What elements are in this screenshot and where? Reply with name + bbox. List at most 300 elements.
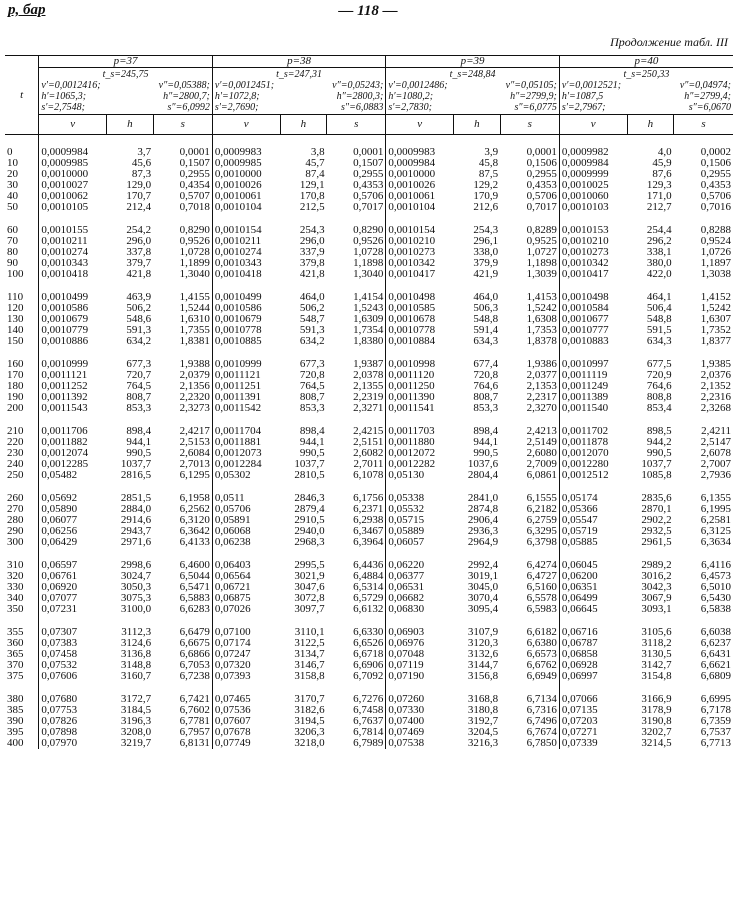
h-cell: 379,8 <box>299 257 325 269</box>
h-cell: 808,7 <box>473 391 499 403</box>
h-cell: 506,3 <box>473 302 499 314</box>
v-cell: 0,0011119 <box>559 370 627 381</box>
v-cell: 0,06645 <box>559 604 627 615</box>
temperature-cell: 170 <box>7 369 24 381</box>
saturation-temp: t_s=245,75 <box>102 69 149 80</box>
v-cell: 0,07607 <box>212 716 280 727</box>
temperature-cell: 250 <box>7 469 24 481</box>
h-cell: 2989,2 <box>641 559 672 571</box>
temperature-cell: 40 <box>7 190 18 202</box>
v-cell: 0,05719 <box>559 526 627 537</box>
s-cell: 0,9526 <box>353 235 384 247</box>
col-s-header: s <box>674 115 733 135</box>
h-cell: 3107,9 <box>467 626 499 638</box>
v-cell: 0,07260 <box>386 694 454 705</box>
h-cell: 548,6 <box>126 313 152 325</box>
s-cell: 2,0377 <box>526 369 557 381</box>
v-cell: 0,06564 <box>212 571 280 582</box>
h-cell: 3154,8 <box>641 670 672 682</box>
s-cell: 2,2320 <box>179 391 210 403</box>
s-cell: 0,4353 <box>526 179 557 191</box>
temperature-cell: 70 <box>7 235 18 247</box>
v-cell: 0,07678 <box>212 727 280 738</box>
v-cell: 0,06531 <box>386 582 454 593</box>
s-cell: 6,5314 <box>353 581 384 593</box>
s-cell: 2,6080 <box>526 447 557 459</box>
h-cell: 2914,6 <box>120 514 152 526</box>
h-cell: 990,5 <box>299 447 325 459</box>
v-cell: 0,0011706 <box>39 426 107 437</box>
temperature-cell: 240 <box>7 458 24 470</box>
s-cell: 1,1898 <box>526 257 557 269</box>
h-cell: 170,8 <box>299 190 325 202</box>
s-cell: 6,7178 <box>700 704 731 716</box>
v-cell: 0,0010105 <box>39 202 107 213</box>
temperature-cell: 230 <box>7 447 24 459</box>
h-cell: 3214,5 <box>641 737 672 749</box>
h-cell: 2968,3 <box>294 536 325 548</box>
s-cell: 6,7496 <box>526 715 557 727</box>
s-cell: 6,7850 <box>526 737 557 749</box>
s-cell: 6,6132 <box>353 603 384 615</box>
h-cell: 634,3 <box>646 335 672 347</box>
v-cell: 0,0010210 <box>559 236 627 247</box>
h-cell: 3,7 <box>137 146 152 158</box>
h-cell: 3168,8 <box>467 693 499 705</box>
v-cell: 0,07119 <box>386 660 454 671</box>
v-cell: 0,0010679 <box>39 314 107 325</box>
h-cell: 212,5 <box>299 201 325 213</box>
s-cell: 6,7989 <box>353 737 384 749</box>
temperature-cell: 390 <box>7 715 24 727</box>
h-cell: 3218,0 <box>294 737 325 749</box>
s-cell: 1,9386 <box>526 358 557 370</box>
s-cell: 2,7013 <box>179 458 210 470</box>
v-cell: 0,0010499 <box>212 292 280 303</box>
s-cell: 6,3120 <box>179 514 210 526</box>
h-cell: 3204,5 <box>467 726 499 738</box>
s-cell: 6,3295 <box>526 525 557 537</box>
h-cell: 3148,8 <box>120 659 152 671</box>
v-cell: 0,0011121 <box>212 370 280 381</box>
s-cell: 2,1352 <box>700 380 731 392</box>
s-cell: 6,3798 <box>526 536 557 548</box>
v-cell: 0,06200 <box>559 571 627 582</box>
s-cell: 2,7936 <box>700 469 731 481</box>
s-cell: 2,4213 <box>526 425 557 437</box>
s-cell: 6,7421 <box>179 693 210 705</box>
h-cell: 2998,6 <box>120 559 152 571</box>
v-cell: 0,06761 <box>39 571 107 582</box>
s-cell: 6,3642 <box>179 525 210 537</box>
s-cell: 0,5706 <box>700 190 731 202</box>
temperature-cell: 380 <box>7 693 24 705</box>
v-cell: 0,07231 <box>39 604 107 615</box>
h-cell: 1037,7 <box>294 458 325 470</box>
h-cell: 212,6 <box>473 201 499 213</box>
col-h-header: h <box>107 115 154 135</box>
s-cell: 6,5044 <box>179 570 210 582</box>
h-cell: 45,8 <box>478 157 499 169</box>
temperature-cell: 200 <box>7 402 24 414</box>
saturation-temp: t_s=247,31 <box>276 69 323 80</box>
v-cell: 0,07606 <box>39 671 107 682</box>
s-cell: 1,6307 <box>700 313 731 325</box>
v-cell: 0,0010585 <box>386 303 454 314</box>
s-cell: 0,7017 <box>353 201 384 213</box>
h-cell: 3016,2 <box>641 570 672 582</box>
s-cell: 2,1355 <box>353 380 384 392</box>
s-cell: 6,6718 <box>353 648 384 660</box>
saturation-block-40: t_s=250,33 v′=0,0012521; v″=0,04974; h′=1087,5 h″=2799,4; s′=2,7967; s″=6,0670 <box>559 68 733 115</box>
h-cell: 3132,6 <box>467 648 499 660</box>
s-cell: 2,5147 <box>700 436 731 448</box>
h-cell: 3170,7 <box>294 693 325 705</box>
v-cell: 0,06429 <box>39 537 107 548</box>
s-cell: 6,6866 <box>179 648 210 660</box>
v-cell: 0,06220 <box>386 560 454 571</box>
h-cell: 3184,5 <box>120 704 152 716</box>
temperature-cell: 340 <box>7 592 24 604</box>
v-cell: 0,07532 <box>39 660 107 671</box>
s-cell: 0,9525 <box>526 235 557 247</box>
h-cell: 45,7 <box>305 157 325 169</box>
s-cell: 6,7781 <box>179 715 210 727</box>
v-cell: 0,06721 <box>212 582 280 593</box>
v-cell: 0,07458 <box>39 649 107 660</box>
h-cell: 337,9 <box>299 246 325 258</box>
temperature-cell: 270 <box>7 503 24 515</box>
s-cell: 6,4436 <box>353 559 384 571</box>
h-cell: 3,8 <box>310 146 325 158</box>
temperature-cell: 180 <box>7 380 24 392</box>
s-cell: 0,1507 <box>353 157 384 169</box>
s-cell: 6,4727 <box>526 570 557 582</box>
v-cell: 0,0010060 <box>559 191 627 202</box>
pressure-header-38: p=38 <box>212 56 386 68</box>
h-cell: 379,9 <box>473 257 499 269</box>
s-cell: 2,5151 <box>353 436 384 448</box>
s-cell: 6,6526 <box>353 637 384 649</box>
h-cell: 677,3 <box>299 358 325 370</box>
v-cell: 0,0010778 <box>212 325 280 336</box>
v-cell: 0,05532 <box>386 504 454 515</box>
h-cell: 1037,7 <box>120 458 152 470</box>
h-cell: 808,7 <box>299 391 325 403</box>
table-continuation-label: Продолжение табл. III <box>610 35 728 49</box>
h-cell: 898,5 <box>646 425 672 437</box>
h-cell: 853,3 <box>126 402 152 414</box>
v-cell: 0,0010211 <box>212 236 280 247</box>
v-cell: 0,07330 <box>386 705 454 716</box>
temperature-cell: 110 <box>7 291 24 303</box>
col-s-header: s <box>500 115 559 135</box>
table-row <box>5 604 733 615</box>
s-cell: 6,3125 <box>700 525 731 537</box>
v-cell: 0,0010027 <box>39 180 107 191</box>
v-cell: 0,0011389 <box>559 392 627 403</box>
s-cell: 1,8378 <box>526 335 557 347</box>
v-cell: 0,0011391 <box>212 392 280 403</box>
s-cell: 1,3040 <box>179 268 210 280</box>
s-cell: 1,5242 <box>700 302 731 314</box>
h-cell: 3105,6 <box>641 626 672 638</box>
s-cell: 1,0728 <box>179 246 210 258</box>
s-cell: 6,2581 <box>700 514 731 526</box>
table-row <box>5 671 733 682</box>
h-cell: 3021,9 <box>294 570 325 582</box>
temperature-cell: 280 <box>7 514 24 526</box>
h-cell: 296,2 <box>646 235 672 247</box>
temperature-cell: 210 <box>7 425 24 437</box>
s-cell: 6,5160 <box>526 581 557 593</box>
s-cell: 2,4215 <box>353 425 384 437</box>
s-cell: 6,7537 <box>700 726 731 738</box>
v-cell: 0,0010498 <box>386 292 454 303</box>
v-cell: 0,0012074 <box>39 448 107 459</box>
s-cell: 6,6479 <box>179 626 210 638</box>
s-cell: 6,5838 <box>700 603 731 615</box>
v-cell: 0,0010153 <box>559 225 627 236</box>
s-cell: 6,5430 <box>700 592 731 604</box>
temperature-cell: 260 <box>7 492 24 504</box>
h-cell: 720,9 <box>646 369 672 381</box>
v-cell: 0,0010498 <box>559 292 627 303</box>
s-cell: 6,2182 <box>526 503 557 515</box>
s-cell: 6,6237 <box>700 637 731 649</box>
v-cell: 0,0010000 <box>386 169 454 180</box>
table-row <box>5 269 733 280</box>
s-cell: 2,2317 <box>526 391 557 403</box>
v-cell: 0,0011881 <box>212 437 280 448</box>
h-cell: 3122,5 <box>294 637 325 649</box>
temperature-cell: 90 <box>7 257 18 269</box>
h-cell: 3160,7 <box>120 670 152 682</box>
v-cell: 0,0012073 <box>212 448 280 459</box>
s-cell: 2,5149 <box>526 436 557 448</box>
s-cell: 0,1506 <box>526 157 557 169</box>
v-cell: 0,0010343 <box>39 258 107 269</box>
v-cell: 0,06716 <box>559 627 627 638</box>
saturation-block-38: t_s=247,31 v′=0,0012451; v″=0,05243; h′=1072,8; h″=2800,3; s′=2,7690; s″=6,0883 <box>212 68 386 115</box>
table-row <box>5 470 733 481</box>
v-cell: 0,06920 <box>39 582 107 593</box>
v-cell: 0,0012072 <box>386 448 454 459</box>
temperature-cell: 365 <box>7 648 24 660</box>
h-cell: 380,0 <box>646 257 672 269</box>
h-cell: 3194,5 <box>294 715 325 727</box>
s-cell: 6,2562 <box>179 503 210 515</box>
h-cell: 3075,3 <box>120 592 152 604</box>
h-cell: 45,6 <box>131 157 152 169</box>
h-cell: 3166,9 <box>641 693 672 705</box>
s-cell: 2,1353 <box>526 380 557 392</box>
h-cell: 506,2 <box>299 302 325 314</box>
h-cell: 506,2 <box>126 302 152 314</box>
temperature-cell: 60 <box>7 224 18 236</box>
s-cell: 6,4573 <box>700 570 731 582</box>
v-cell: 0,07135 <box>559 705 627 716</box>
h-cell: 464,0 <box>473 291 499 303</box>
v-cell: 0,0011250 <box>386 381 454 392</box>
h-cell: 296,0 <box>126 235 152 247</box>
v-cell: 0,0011540 <box>559 403 627 414</box>
saturation-block-39: t_s=248,84 v′=0,0012486; v″=0,05105; h′=1080,2; h″=2799,9; s′=2,7830; s″=6,0775 <box>386 68 560 115</box>
s-cell: 2,0376 <box>700 369 731 381</box>
temperature-cell: 120 <box>7 302 24 314</box>
h-cell: 3100,0 <box>120 603 152 615</box>
s-cell: 2,2319 <box>353 391 384 403</box>
s-cell: 1,3039 <box>526 268 557 280</box>
col-v-header: v <box>39 115 107 135</box>
v-cell: 0,0010499 <box>39 292 107 303</box>
h-cell: 634,2 <box>299 335 325 347</box>
v-cell: 0,07536 <box>212 705 280 716</box>
s-cell: 6,3634 <box>700 536 731 548</box>
table-row <box>5 202 733 213</box>
s-cell: 1,9388 <box>179 358 210 370</box>
h-cell: 3130,5 <box>641 648 672 660</box>
v-cell: 0,07203 <box>559 716 627 727</box>
temperature-cell: 400 <box>7 737 24 749</box>
v-cell: 0,0011703 <box>386 426 454 437</box>
s-cell: 6,4133 <box>179 536 210 548</box>
h-cell: 3070,4 <box>467 592 499 604</box>
temperature-cell: 300 <box>7 536 24 548</box>
v-cell: 0,05366 <box>559 504 627 515</box>
v-cell: 0,0010342 <box>559 258 627 269</box>
v-cell: 0,0010886 <box>39 336 107 347</box>
v-cell: 0,0009985 <box>39 158 107 169</box>
saturation-temp: t_s=250,33 <box>623 69 670 80</box>
pressure-header-37: p=37 <box>39 56 213 68</box>
s-cell: 1,4153 <box>526 291 557 303</box>
s-cell: 2,7009 <box>526 458 557 470</box>
s-cell: 6,4116 <box>701 559 731 571</box>
h-cell: 3067,9 <box>641 592 672 604</box>
v-cell: 0,0010155 <box>39 225 107 236</box>
h-cell: 944,1 <box>126 436 152 448</box>
h-cell: 87,4 <box>305 168 325 180</box>
h-cell: 3158,8 <box>294 670 325 682</box>
h-cell: 464,1 <box>646 291 672 303</box>
v-cell: 0,0010417 <box>386 269 454 280</box>
s-cell: 6,6038 <box>700 626 731 638</box>
h-cell: 2964,9 <box>467 536 499 548</box>
v-cell: 0,0012285 <box>39 459 107 470</box>
s-cell: 6,5471 <box>179 581 210 593</box>
h-cell: 944,1 <box>299 436 325 448</box>
v-cell: 0,07400 <box>386 716 454 727</box>
s-cell: 6,7814 <box>353 726 384 738</box>
v-cell: 0,0010273 <box>386 247 454 258</box>
v-cell: 0,05692 <box>39 493 107 504</box>
v-cell: 0,0011543 <box>39 403 107 414</box>
v-cell: 0,06875 <box>212 593 280 604</box>
v-cell: 0,0012284 <box>212 459 280 470</box>
v-cell: 0,07100 <box>212 627 280 638</box>
h-cell: 2910,5 <box>294 514 325 526</box>
s-cell: 1,4152 <box>700 291 731 303</box>
v-cell: 0,07898 <box>39 727 107 738</box>
h-cell: 129,3 <box>646 179 672 191</box>
h-cell: 634,3 <box>473 335 499 347</box>
v-cell: 0,05885 <box>559 537 627 548</box>
v-cell: 0,05715 <box>386 515 454 526</box>
h-cell: 677,4 <box>473 358 499 370</box>
v-cell: 0,0010999 <box>39 359 107 370</box>
temperature-cell: 290 <box>7 525 24 537</box>
s-cell: 0,7018 <box>179 201 210 213</box>
v-cell: 0,0009999 <box>559 169 627 180</box>
page-number: — 118 — <box>338 3 398 19</box>
h-cell: 944,2 <box>646 436 672 448</box>
v-cell: 0,0010061 <box>386 191 454 202</box>
v-cell: 0,0010343 <box>212 258 280 269</box>
h-cell: 2940,0 <box>294 525 325 537</box>
v-cell: 0,0010062 <box>39 191 107 202</box>
h-cell: 87,3 <box>131 168 152 180</box>
v-cell: 0,05706 <box>212 504 280 515</box>
v-cell: 0,0011702 <box>559 426 627 437</box>
h-cell: 2906,4 <box>467 514 499 526</box>
h-cell: 338,0 <box>473 246 499 258</box>
s-cell: 6,5983 <box>526 603 557 615</box>
s-cell: 2,4217 <box>179 425 210 437</box>
v-cell: 0,0010586 <box>39 303 107 314</box>
v-cell: 0,0011121 <box>39 370 107 381</box>
s-cell: 6,7359 <box>700 715 731 727</box>
v-cell: 0,0010154 <box>212 225 280 236</box>
h-cell: 2846,3 <box>294 492 325 504</box>
s-cell: 1,5244 <box>179 302 210 314</box>
s-cell: 2,2316 <box>700 391 731 403</box>
h-cell: 2961,5 <box>641 536 672 548</box>
s-cell: 6,6762 <box>526 659 557 671</box>
s-cell: 6,6995 <box>700 693 731 705</box>
h-cell: 2804,4 <box>467 469 499 481</box>
s-cell: 6,5010 <box>700 581 731 593</box>
s-cell: 6,6330 <box>353 626 384 638</box>
h-cell: 3156,8 <box>467 670 499 682</box>
temperature-cell: 150 <box>7 335 24 347</box>
h-cell: 506,4 <box>646 302 672 314</box>
v-cell: 0,06903 <box>386 627 454 638</box>
v-cell: 0,06045 <box>559 560 627 571</box>
s-cell: 1,7354 <box>353 324 384 336</box>
v-cell: 0,0011882 <box>39 437 107 448</box>
v-cell: 0,06077 <box>39 515 107 526</box>
v-cell: 0,06377 <box>386 571 454 582</box>
temperature-cell: 10 <box>7 157 18 169</box>
s-cell: 2,6082 <box>353 447 384 459</box>
s-cell: 1,7355 <box>179 324 210 336</box>
h-cell: 3110,1 <box>294 626 325 638</box>
s-cell: 6,7276 <box>353 693 384 705</box>
s-cell: 6,6949 <box>526 670 557 682</box>
h-cell: 463,9 <box>126 291 152 303</box>
h-cell: 2810,5 <box>294 469 325 481</box>
s-cell: 6,6809 <box>700 670 731 682</box>
v-cell: 0,06858 <box>559 649 627 660</box>
h-cell: 3190,8 <box>641 715 672 727</box>
s-cell: 6,6573 <box>526 648 557 660</box>
h-cell: 591,3 <box>126 324 152 336</box>
s-cell: 2,4211 <box>701 425 731 437</box>
s-cell: 2,5153 <box>179 436 210 448</box>
v-cell: 0,0010418 <box>212 269 280 280</box>
h-cell: 421,8 <box>299 268 325 280</box>
